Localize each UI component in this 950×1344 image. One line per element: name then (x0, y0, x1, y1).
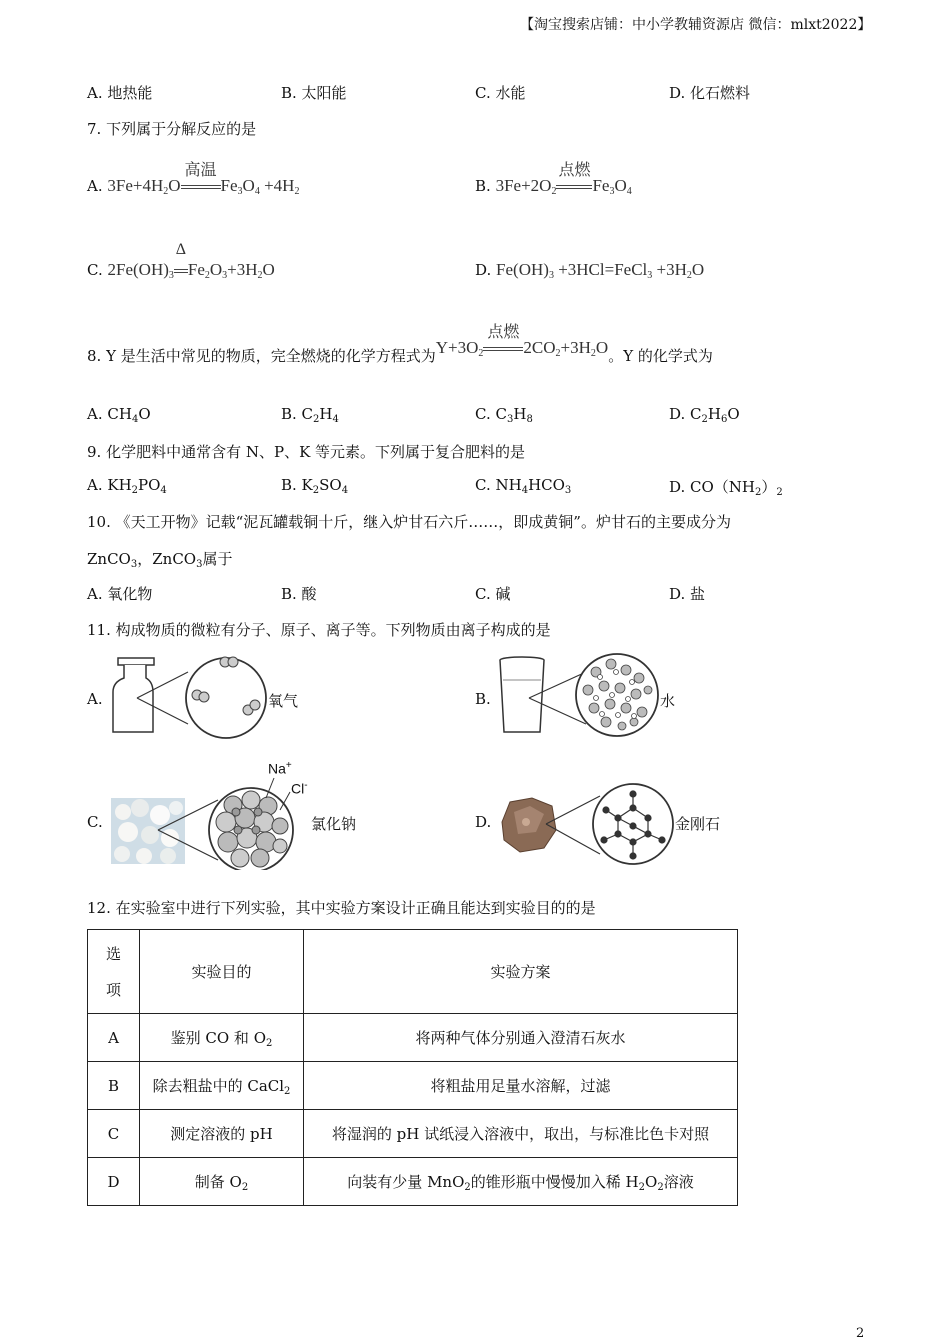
row-option: B (88, 1062, 140, 1110)
q8-stem (87, 324, 713, 367)
q9-option-b: B. $K_2SO_4$ (281, 476, 349, 496)
salt-crystals-image (111, 798, 185, 864)
row-option: C (88, 1110, 140, 1158)
q7-option-d (475, 260, 704, 281)
row-goal: 鉴别 CO 和 $O_2$ (140, 1014, 304, 1062)
reaction-condition: 点燃 (487, 324, 520, 341)
option-label: D. (475, 261, 492, 279)
q12-stem: 12. 在实验室中进行下列实验，其中实验方案设计正确且能达到实验目的的是 (87, 899, 596, 917)
q7-stem: 7. 下列属于分解反应的是 (87, 120, 257, 138)
row-plan: 将湿润的 pH 试纸浸入溶液中，取出，与标准比色卡对照 (304, 1110, 738, 1158)
table-row (88, 1158, 738, 1206)
row-option: D (88, 1158, 140, 1206)
q11-stem: 11. 构成物质的微粒有分子、原子、离子等。下列物质由离子构成的是 (87, 621, 551, 639)
q7-option-c (87, 241, 275, 281)
header-plan: 实验方案 (304, 930, 738, 1014)
q7-option-a (87, 162, 300, 197)
equation: $2Fe(OH)_3$ Δ $Fe_2O_3+3H_2O$ (107, 241, 275, 281)
row-option: A (88, 1014, 140, 1062)
row-goal: 制备 $O_2$ (140, 1158, 304, 1206)
reaction-condition: 点燃 (558, 162, 591, 179)
header-goal: 实验目的 (140, 930, 304, 1014)
q11-a-name: 氧气 (268, 692, 299, 710)
table-header-row (88, 930, 738, 1014)
q11-c-name: 氯化钠 (311, 815, 357, 833)
experiment-table (87, 929, 738, 1206)
q11-b-name: 水 (660, 692, 676, 710)
q11-a-label: A. (87, 690, 103, 708)
q10-option-a: A. 氧化物 (87, 585, 153, 603)
q10-option-c: C. 碱 (475, 585, 511, 603)
q9-option-a: A. $KH_2PO_4$ (87, 476, 167, 496)
q9-stem: 9. 化学肥料中通常含有 N、P、K 等元素。下列属于复合肥料的是 (87, 443, 526, 461)
q10-option-b: B. 酸 (281, 585, 317, 603)
table-row (88, 1014, 738, 1062)
equation: $3Fe+4H_2O$ 高温 $Fe_3O_4 +4H_2$ (107, 176, 299, 195)
q11-d-label: D. (475, 813, 492, 831)
row-plan: 将粗盐用足量水溶解，过滤 (304, 1062, 738, 1110)
q10-stem-line2: ZnCO$_3$，ZnCO$_3$属于 (87, 550, 233, 570)
row-plan: 将两种气体分别通入澄清石灰水 (304, 1014, 738, 1062)
reaction-condition: 高温 (184, 162, 217, 179)
q8-option-b: B. $C_2H_4$ (281, 405, 339, 425)
header-watermark: 【淘宝搜索店铺：中小学教辅资源店 微信：mlxt2022】 (520, 17, 872, 33)
q8-stem-tail: 。Y 的化学式为 (608, 347, 713, 365)
equation: $Fe(OH)_3$ +3HCl=FeCl$_3$ $+3H_2O$ (496, 260, 705, 281)
q6-option-d: D. 化石燃料 (669, 84, 751, 102)
q11-d-figure (496, 782, 676, 867)
row-goal: 测定溶液的 pH (140, 1110, 304, 1158)
q8-option-a: A. $CH_4O$ (87, 405, 151, 425)
q9-option-c: C. $NH_4HCO_3$ (475, 476, 572, 496)
option-label: A. (87, 177, 103, 195)
option-label: C. (87, 261, 103, 279)
q6-option-c: C. 水能 (475, 84, 526, 102)
reaction-condition: Δ (175, 241, 187, 258)
q11-b-figure (496, 650, 661, 740)
q11-c-na-label: Na+ (268, 760, 292, 777)
q6-option-a: A. 地热能 (87, 84, 153, 102)
table-row (88, 1110, 738, 1158)
q11-a-figure (108, 650, 268, 740)
q9-option-d: D. $CO(NH_2)_2$ (669, 478, 783, 498)
q8-option-c: C. $C_3H_8$ (475, 405, 533, 425)
q6-option-b: B. 太阳能 (281, 84, 347, 102)
q10-stem-line1: 10. 《天工开物》记载“泥瓦罐载铜十斤，继入炉甘石六斤……，即成黄铜”。炉甘石的主要成分为 (87, 513, 731, 531)
q11-d-name: 金刚石 (675, 815, 721, 833)
q8-option-d: D. $C_2H_6O$ (669, 405, 740, 425)
q8-equation: $Y+3O_2$ 点燃 $2CO_2+3H_2O$ (436, 338, 608, 357)
q11-c-label: C. (87, 813, 103, 831)
table-row (88, 1062, 738, 1110)
page-number: 2 (856, 1326, 865, 1341)
q11-b-label: B. (475, 690, 491, 708)
header-option: 选 项 (88, 930, 140, 1014)
bottle-icon (113, 658, 154, 732)
q7-option-b (475, 162, 632, 197)
row-goal: 除去粗盐中的 CaCl$_2$ (140, 1062, 304, 1110)
q11-c-cl-label: Cl- (291, 780, 308, 797)
equation: $3Fe+2O_2$ 点燃 $Fe_3O_4$ (496, 176, 632, 195)
row-plan: 向装有少量 MnO$_2$的锥形瓶中慢慢加入稀 $H_2O_2$溶液 (304, 1158, 738, 1206)
option-label: B. (475, 177, 491, 195)
q8-stem-text: 8. Y 是生活中常见的物质，完全燃烧的化学方程式为 (87, 347, 436, 365)
q10-option-d: D. 盐 (669, 585, 706, 603)
